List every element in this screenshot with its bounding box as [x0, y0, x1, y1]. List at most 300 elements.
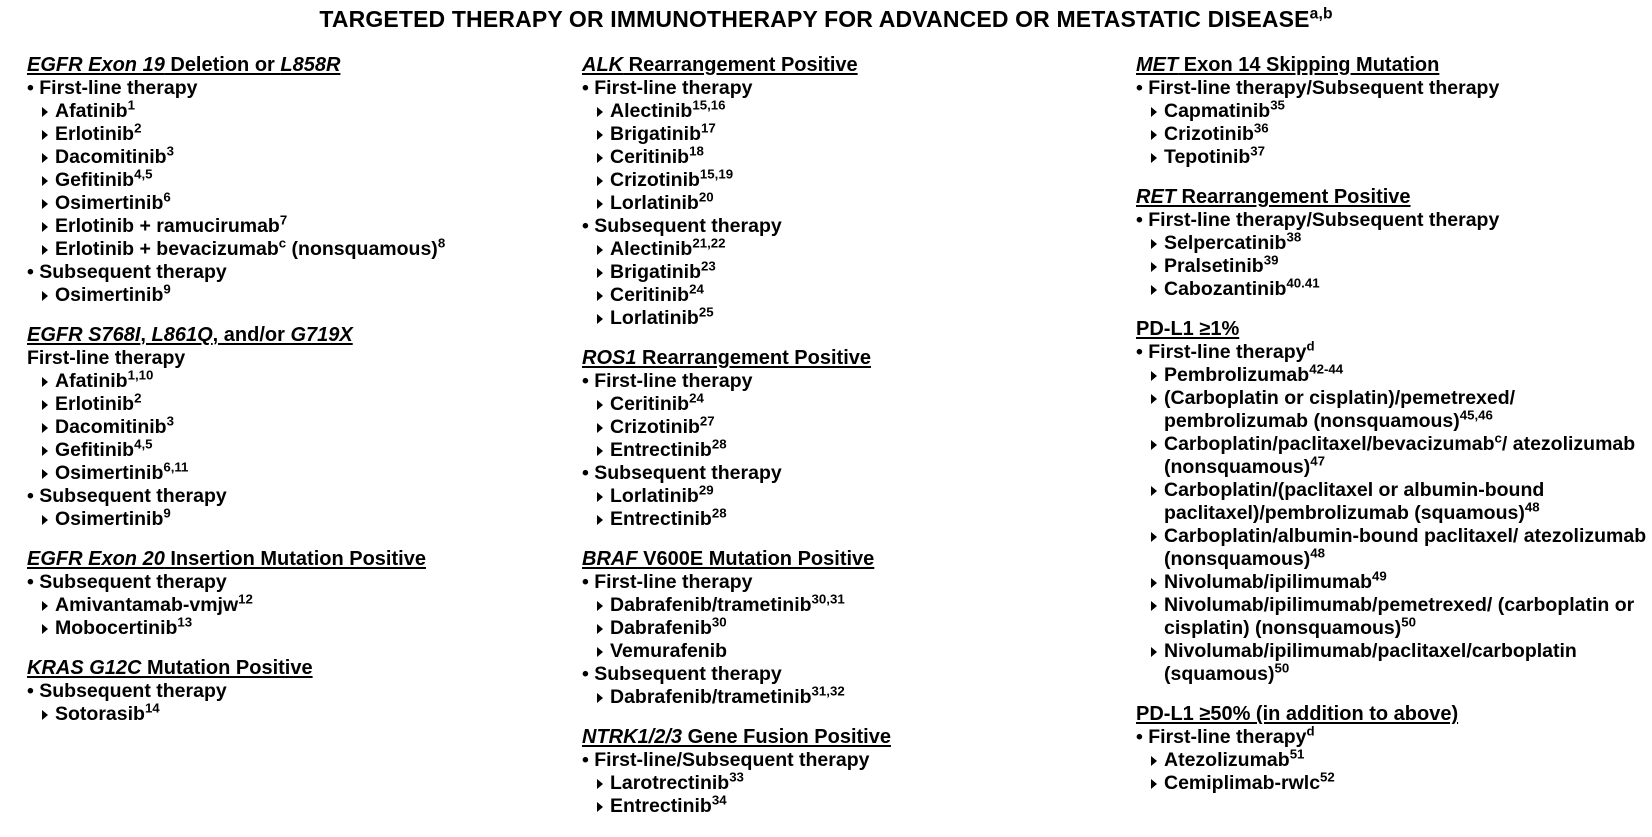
item-text: Sotorasib [55, 703, 145, 725]
heading-text: EGFR Exon 19 [27, 54, 165, 76]
footnote-ref: 25 [698, 304, 714, 320]
footnote-ref: 31,32 [811, 683, 845, 699]
heading-text: V600E Mutation Positive [637, 548, 875, 570]
triangle-bullet-icon [597, 400, 603, 410]
heading-text: Rearrangement Positive [636, 347, 871, 369]
footnote-ref: 2 [134, 390, 142, 406]
drug-item [582, 413, 1142, 439]
drug-item [582, 258, 1142, 284]
item-text: Nivolumab/ipilimumab/paclitaxel/carboplatin (squamous) [1164, 640, 1577, 685]
triangle-bullet-icon [42, 130, 48, 140]
footnote-ref: 39 [1263, 252, 1279, 268]
footnote-ref: 15,16 [692, 97, 726, 113]
heading-text: , and/or [212, 324, 291, 346]
footnote-ref: 30,31 [811, 591, 845, 607]
footnote-ref: 6 [163, 189, 171, 205]
drug-item [582, 505, 1142, 531]
footnote-ref: 24 [689, 390, 704, 406]
item-text: First-line therapy [594, 370, 753, 392]
triangle-bullet-icon [1151, 440, 1157, 450]
item-text: First-line therapy [27, 347, 186, 369]
heading-text: Insertion Mutation Positive [164, 548, 426, 570]
item-text: First-line/Subsequent therapy [594, 749, 870, 771]
triangle-bullet-icon [1151, 371, 1157, 381]
footnote-ref: 48 [1524, 499, 1540, 515]
item-text: Subsequent therapy [594, 462, 782, 484]
footnote-ref: 18 [689, 143, 704, 159]
drug-item [27, 614, 587, 640]
footnote-ref: 4,5 [134, 436, 153, 452]
triangle-bullet-icon [42, 107, 48, 117]
heading-text: Exon 14 Skipping Mutation [1178, 54, 1440, 76]
section-heading [1136, 703, 1652, 726]
footnote-ref: 13 [177, 614, 193, 630]
drug-item [27, 700, 587, 726]
item-text: Brigatinib [610, 123, 701, 145]
bullet-icon: • [27, 77, 40, 99]
item-text: Carboplatin/paclitaxel/bevacizumab [1164, 433, 1495, 455]
therapy-line-item [27, 261, 587, 284]
drug-item [1136, 594, 1652, 640]
therapy-line-item [27, 77, 587, 100]
bullet-icon: • [27, 485, 40, 507]
triangle-bullet-icon [42, 624, 48, 634]
footnote-ref: 42-44 [1309, 361, 1344, 377]
drug-item [27, 143, 587, 169]
therapy-line-item [27, 347, 587, 370]
bullet-icon: • [582, 77, 595, 99]
item-text: Osimertinib [55, 462, 164, 484]
bullet-icon: • [582, 370, 595, 392]
heading-text: Deletion or [164, 54, 281, 76]
drug-item [582, 235, 1142, 261]
heading-text: ALK [582, 54, 624, 76]
therapy-line-item [27, 485, 587, 508]
triangle-bullet-icon [42, 245, 48, 255]
item-text: Gefitinib [55, 439, 135, 461]
footnote-ref: 38 [1286, 229, 1302, 245]
footnote-ref: 4,5 [134, 166, 153, 182]
section-heading [27, 657, 587, 680]
footnote-ref: 45,46 [1459, 407, 1493, 423]
triangle-bullet-icon [1151, 601, 1157, 611]
item-text: Afatinib [55, 370, 128, 392]
footnote-ref: 9 [163, 505, 171, 521]
footnote-ref: 30 [711, 614, 727, 630]
heading-text: KRAS G12C [27, 657, 142, 679]
therapy-section [582, 548, 1142, 709]
drug-item [1136, 640, 1652, 686]
item-text: Erlotinib + ramucirumab [55, 215, 280, 237]
item-text: (nonsquamous) [286, 238, 438, 260]
drug-item [1136, 525, 1652, 571]
triangle-bullet-icon [42, 291, 48, 301]
therapy-section [582, 54, 1142, 330]
bullet-icon: • [27, 680, 40, 702]
footnote-ref: 49 [1372, 568, 1387, 584]
triangle-bullet-icon [1151, 107, 1157, 117]
item-text: Dabrafenib [610, 617, 712, 639]
item-text: Selpercatinib [1164, 232, 1287, 254]
triangle-bullet-icon [597, 515, 603, 525]
item-text: Larotrectinib [610, 772, 730, 794]
item-text: First-line therapy/Subsequent therapy [1148, 77, 1500, 99]
therapy-line-item [582, 749, 1142, 772]
triangle-bullet-icon [1151, 130, 1157, 140]
triangle-bullet-icon [597, 624, 603, 634]
triangle-bullet-icon [597, 314, 603, 324]
item-text: First-line therapy [1148, 341, 1307, 363]
drug-item [27, 413, 587, 439]
triangle-bullet-icon [1151, 647, 1157, 657]
footnote-ref: 29 [698, 482, 714, 498]
therapy-line-item [27, 680, 587, 703]
item-text: Mobocertinib [55, 617, 178, 639]
item-text: Gefitinib [55, 169, 135, 191]
footnote-ref: 40.41 [1286, 275, 1320, 291]
triangle-bullet-icon [42, 400, 48, 410]
footnote-ref: c [278, 235, 287, 251]
drug-item [582, 640, 1142, 663]
item-text: Osimertinib [55, 192, 164, 214]
title-text: TARGETED THERAPY OR IMMUNOTHERAPY FOR ADVANCED OR METASTATIC DISEASE [319, 6, 1310, 32]
drug-item [27, 591, 587, 617]
drug-item [582, 683, 1142, 709]
bullet-icon: • [27, 261, 40, 283]
bullet-icon: • [582, 215, 595, 237]
drug-item [1136, 252, 1652, 278]
triangle-bullet-icon [597, 601, 603, 611]
drug-item [582, 591, 1142, 617]
item-text: Crizotinib [1164, 123, 1254, 145]
item-text: Cemiplimab-rwlc [1164, 772, 1321, 794]
item-text: Subsequent therapy [39, 485, 227, 507]
item-text: Nivolumab/ipilimumab/pemetrexed/ (carboplatin or cisplatin) (nonsquamous) [1164, 594, 1635, 639]
item-text: Ceritinib [610, 146, 690, 168]
triangle-bullet-icon [1151, 779, 1157, 789]
title-footnote-ref: a,b [1309, 5, 1333, 23]
drug-item [582, 792, 1142, 818]
heading-text: L861Q [151, 324, 213, 346]
therapy-section [1136, 54, 1652, 169]
item-text: Dabrafenib/trametinib [610, 594, 812, 616]
item-text: Ceritinib [610, 284, 690, 306]
drug-item [582, 166, 1142, 192]
item-text: First-line therapy [594, 77, 753, 99]
item-text: Subsequent therapy [39, 571, 227, 593]
item-text: Erlotinib + bevacizumab [55, 238, 279, 260]
column-right [1136, 54, 1652, 812]
item-text: Vemurafenib [610, 640, 728, 662]
bullet-icon: • [582, 462, 595, 484]
bullet-icon: • [582, 663, 595, 685]
section-heading [582, 726, 1142, 749]
footnote-ref: 24 [689, 281, 704, 297]
triangle-bullet-icon [42, 377, 48, 387]
heading-text: PD-L1 ≥1% [1136, 318, 1240, 340]
bullet-icon: • [1136, 77, 1149, 99]
item-text: Capmatinib [1164, 100, 1271, 122]
item-text: / atezolizumab (nonsquamous) [1164, 433, 1636, 478]
footnote-ref: 17 [701, 120, 716, 136]
item-text: Alectinib [610, 238, 693, 260]
drug-item [1136, 479, 1652, 525]
drug-item [27, 120, 587, 146]
bullet-icon: • [1136, 209, 1149, 231]
item-text: Cabozantinib [1164, 278, 1287, 300]
item-text: First-line therapy [39, 77, 198, 99]
drug-item [1136, 430, 1652, 479]
footnote-ref: 14 [144, 700, 160, 716]
footnote-ref: 21,22 [692, 235, 726, 251]
triangle-bullet-icon [42, 710, 48, 720]
triangle-bullet-icon [42, 176, 48, 186]
footnote-ref: 9 [163, 281, 171, 297]
therapy-line-item [582, 77, 1142, 100]
therapy-line-item [582, 571, 1142, 594]
item-text: Carboplatin/(paclitaxel or albumin-bound paclitaxel)/pembrolizumab (squamous) [1164, 479, 1545, 524]
drug-item [1136, 143, 1652, 169]
drug-item [1136, 229, 1652, 255]
triangle-bullet-icon [42, 469, 48, 479]
footnote-ref: 47 [1310, 453, 1325, 469]
drug-item [1136, 275, 1652, 301]
item-text: (Carboplatin or cisplatin)/pemetrexed/ pembrolizumab (nonsquamous) [1164, 387, 1516, 432]
footnote-ref: 3 [166, 413, 174, 429]
column-left [27, 54, 587, 743]
drug-item [582, 143, 1142, 169]
footnote-ref: 34 [711, 792, 727, 808]
drug-item [27, 166, 587, 192]
item-text: First-line therapy/Subsequent therapy [1148, 209, 1500, 231]
item-text: Pembrolizumab [1164, 364, 1310, 386]
heading-text: NTRK1/2/3 [582, 726, 683, 748]
footnote-ref: 50 [1274, 660, 1290, 676]
therapy-section [1136, 318, 1652, 686]
footnote-ref: 37 [1250, 143, 1266, 159]
footnote-ref: 12 [238, 591, 253, 607]
triangle-bullet-icon [42, 423, 48, 433]
triangle-bullet-icon [42, 153, 48, 163]
drug-item [582, 97, 1142, 123]
footnote-ref: 1 [127, 97, 135, 113]
item-text: Lorlatinib [610, 485, 699, 507]
triangle-bullet-icon [1151, 239, 1157, 249]
heading-text: EGFR Exon 20 [27, 548, 165, 570]
footnote-ref: 28 [711, 505, 727, 521]
item-text: Subsequent therapy [39, 680, 227, 702]
section-heading [1136, 54, 1652, 77]
triangle-bullet-icon [42, 199, 48, 209]
therapy-section [1136, 186, 1652, 301]
footnote-ref: 27 [699, 413, 715, 429]
item-text: Carboplatin/albumin-bound paclitaxel/ atezolizumab (nonsquamous) [1164, 525, 1647, 570]
drug-item [27, 235, 587, 261]
item-text: Pralsetinib [1164, 255, 1264, 277]
item-text: Entrectinib [610, 795, 712, 817]
triangle-bullet-icon [597, 492, 603, 502]
triangle-bullet-icon [597, 291, 603, 301]
item-text: Alectinib [610, 100, 693, 122]
footnote-ref: c [1494, 430, 1502, 446]
drug-item [27, 281, 587, 307]
item-text: Erlotinib [55, 393, 135, 415]
drug-item [582, 436, 1142, 462]
therapy-section [27, 54, 587, 307]
section-heading [1136, 186, 1652, 209]
therapy-line-item [582, 462, 1142, 485]
triangle-bullet-icon [1151, 394, 1157, 404]
drug-item [582, 482, 1142, 508]
heading-text: MET [1136, 54, 1179, 76]
therapy-section [582, 347, 1142, 531]
drug-item [1136, 769, 1652, 795]
item-text: Entrectinib [610, 439, 712, 461]
bullet-icon: • [582, 749, 595, 771]
triangle-bullet-icon [1151, 486, 1157, 496]
drug-item [27, 189, 587, 215]
triangle-bullet-icon [597, 647, 603, 657]
section-heading [582, 347, 1142, 370]
drug-item [1136, 120, 1652, 146]
drug-item [582, 614, 1142, 640]
drug-item [1136, 361, 1652, 387]
triangle-bullet-icon [597, 130, 603, 140]
footnote-ref: d [1306, 338, 1315, 354]
drug-item [582, 769, 1142, 795]
item-text: Entrectinib [610, 508, 712, 530]
footnote-ref: 50 [1401, 614, 1417, 630]
drug-item [27, 436, 587, 462]
item-text: Erlotinib [55, 123, 135, 145]
item-text: Lorlatinib [610, 307, 699, 329]
footnote-ref: 6,11 [163, 459, 189, 475]
drug-item [582, 304, 1142, 330]
item-text: Osimertinib [55, 508, 164, 530]
footnote-ref: 35 [1270, 97, 1285, 113]
page-title [0, 6, 1652, 33]
item-text: Subsequent therapy [39, 261, 227, 283]
item-text: Dabrafenib/trametinib [610, 686, 812, 708]
therapy-section [1136, 703, 1652, 795]
triangle-bullet-icon [42, 446, 48, 456]
triangle-bullet-icon [1151, 285, 1157, 295]
item-text: Atezolizumab [1164, 749, 1290, 771]
drug-item [27, 97, 587, 123]
drug-item [27, 367, 587, 393]
drug-item [582, 281, 1142, 307]
item-text: First-line therapy [1148, 726, 1307, 748]
triangle-bullet-icon [597, 423, 603, 433]
column-middle [582, 54, 1142, 835]
bullet-icon: • [27, 571, 40, 593]
drug-item [27, 390, 587, 416]
triangle-bullet-icon [597, 446, 603, 456]
footnote-ref: 51 [1289, 746, 1305, 762]
therapy-section [582, 726, 1142, 818]
drug-item [582, 390, 1142, 416]
footnote-ref: 28 [711, 436, 727, 452]
therapy-line-item [1136, 338, 1652, 364]
footnote-ref: 3 [166, 143, 174, 159]
section-heading [27, 54, 587, 77]
triangle-bullet-icon [1151, 578, 1157, 588]
therapy-section [27, 324, 587, 531]
section-heading [1136, 318, 1652, 341]
triangle-bullet-icon [42, 222, 48, 232]
drug-item [1136, 387, 1652, 433]
item-text: Dacomitinib [55, 146, 167, 168]
heading-text: ROS1 [582, 347, 637, 369]
therapy-line-item [27, 571, 587, 594]
heading-text: Rearrangement Positive [623, 54, 858, 76]
item-text: Tepotinib [1164, 146, 1251, 168]
heading-text: Gene Fusion Positive [682, 726, 891, 748]
heading-text: BRAF [582, 548, 638, 570]
triangle-bullet-icon [1151, 153, 1157, 163]
item-text: Brigatinib [610, 261, 701, 283]
drug-item [27, 505, 587, 531]
triangle-bullet-icon [42, 515, 48, 525]
section-heading [27, 548, 587, 571]
item-text: First-line therapy [594, 571, 753, 593]
triangle-bullet-icon [597, 199, 603, 209]
triangle-bullet-icon [1151, 756, 1157, 766]
drug-item [1136, 746, 1652, 772]
footnote-ref: 33 [729, 769, 744, 785]
therapy-line-item [582, 215, 1142, 238]
footnote-ref: d [1306, 723, 1315, 739]
footnote-ref: 8 [437, 235, 446, 251]
drug-item [27, 212, 587, 238]
item-text: Amivantamab-vmjw [55, 594, 239, 616]
heading-text: , [140, 324, 152, 346]
triangle-bullet-icon [42, 601, 48, 611]
drug-item [582, 120, 1142, 146]
footnote-ref: 7 [279, 212, 288, 228]
triangle-bullet-icon [597, 268, 603, 278]
item-text: Crizotinib [610, 169, 700, 191]
footnote-ref: 23 [701, 258, 716, 274]
heading-text: Rearrangement Positive [1176, 186, 1411, 208]
heading-text: Mutation Positive [141, 657, 313, 679]
item-text: Ceritinib [610, 393, 690, 415]
therapy-line-item [1136, 723, 1652, 749]
triangle-bullet-icon [597, 779, 603, 789]
item-text: Nivolumab/ipilimumab [1164, 571, 1373, 593]
heading-text: EGFR S768I [27, 324, 141, 346]
heading-text: L858R [280, 54, 341, 76]
footnote-ref: 52 [1320, 769, 1335, 785]
triangle-bullet-icon [597, 176, 603, 186]
heading-text: RET [1136, 186, 1176, 208]
drug-item [1136, 97, 1652, 123]
triangle-bullet-icon [597, 245, 603, 255]
item-text: Subsequent therapy [594, 215, 782, 237]
footnote-ref: 36 [1253, 120, 1269, 136]
drug-item [1136, 568, 1652, 594]
footnote-ref: 48 [1310, 545, 1325, 561]
item-text: Afatinib [55, 100, 128, 122]
therapy-line-item [1136, 77, 1652, 100]
section-heading [582, 54, 1142, 77]
item-text: Subsequent therapy [594, 663, 782, 685]
drug-item [582, 189, 1142, 215]
drug-item [27, 459, 587, 485]
triangle-bullet-icon [597, 153, 603, 163]
item-text: Crizotinib [610, 416, 700, 438]
item-text: Lorlatinib [610, 192, 699, 214]
